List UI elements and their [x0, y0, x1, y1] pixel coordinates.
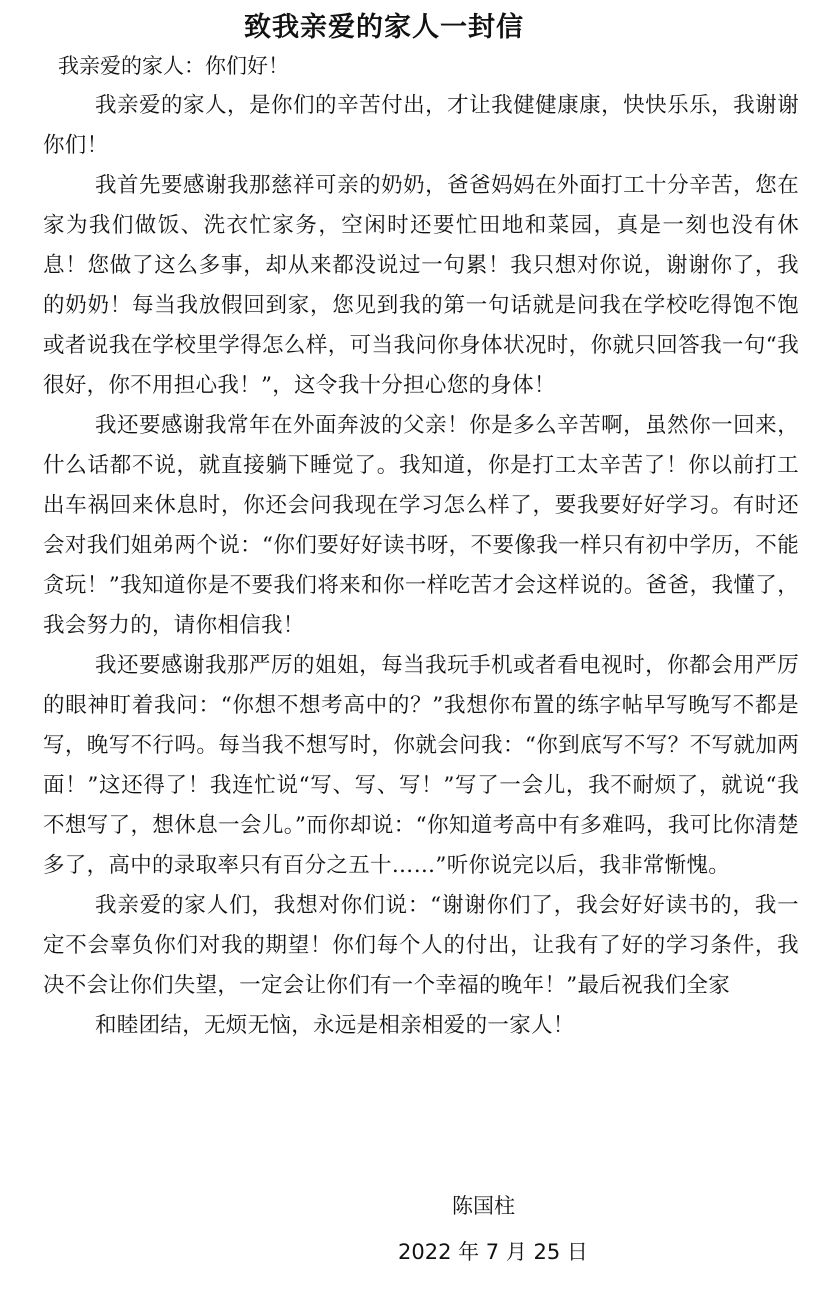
letter-date: 2022 年 7 月 25 日 [398, 1240, 588, 1264]
letter-title: 致我亲爱的家人一封信 [244, 12, 524, 43]
paragraph-sister: 我还要感谢我那严厉的姐姐，每当我玩手机或者看电视时，你都会用严厉的眼神盯着我问：“你想不想考高中的？”我想你布置的练字帖早写晚写不都是写，晚写不行吗。每当我不想写时，你就会问我：“你到底写不写？不写就加两面！”这还得了！我连忙说“写、写、写！”写了一会儿，我不耐烦了，就说“我不想写了，想休息一会儿。”而你却说：“你知道考高中有多难吗，我可比你清楚多了，高中的录取率只有百分之五十……”听你说完以后，我非常惭愧。 [43, 653, 799, 878]
letter-signature: 陈国柱 [452, 1194, 515, 1218]
paragraph-grandma: 我首先要感谢我那慈祥可亲的奶奶，爸爸妈妈在外面打工十分辛苦，您在家为我们做饭、洗衣忙家务，空闲时还要忙田地和菜园，真是一刻也没有休息！您做了这么多事，却从来都没说过一句累！我只想对你说，谢谢你了，我的奶奶！每当我放假回到家，您见到我的第一句话就是问我在学校吃得饱不饱或者说我在学校里学得怎么样，可当我问你身体状况时，你就只回答我一句“我很好，你不用担心我！”，这令我十分担心您的身体！ [43, 173, 799, 398]
paragraph-promise: 我亲爱的家人们，我想对你们说：“谢谢你们了，我会好好读书的，我一定不会辜负你们对我的期望！你们每个人的付出，让我有了好的学习条件，我决不会让你们失望，一定会让你们有一个幸福的晚年！”最后祝我们全家 [43, 893, 799, 998]
paragraph-father: 我还要感谢我常年在外面奔波的父亲！你是多么辛苦啊，虽然你一回来，什么话都不说，就直接躺下睡觉了。我知道，你是打工太辛苦了！你以前打工出车祸回来休息时，你还会问我现在学习怎么样了，要我要好好学习。有时还会对我们姐弟两个说：“你们要好好读书呀，不要像我一样只有初中学历，不能贪玩！”我知道你是不要我们将来和你一样吃苦才会这样说的。爸爸，我懂了，我会努力的，请你相信我！ [43, 413, 799, 638]
paragraph-gratitude: 我亲爱的家人，是你们的辛苦付出，才让我健健康康，快快乐乐，我谢谢你们！ [43, 93, 799, 158]
paragraph-wishes: 和睦团结，无烦无恼，永远是相亲相爱的一家人！ [95, 1013, 575, 1038]
letter-salutation: 我亲爱的家人：你们好！ [58, 54, 289, 78]
letter-body [43, 86, 799, 1046]
